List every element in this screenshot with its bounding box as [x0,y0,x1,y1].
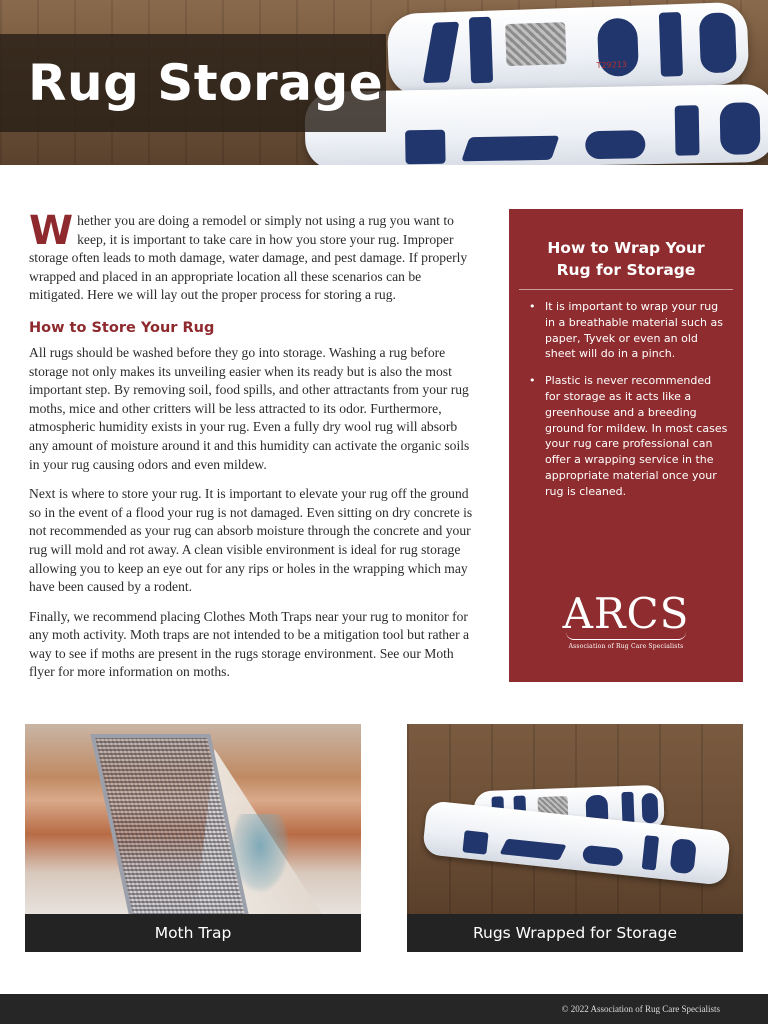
trap-mesh-image [90,734,249,914]
list-item-text: It is important to wrap your rug in a breathable material such as paper, Tyvek or even an old sheet will do in a pinch. [545,300,723,361]
copyright-text: © 2022 Association of Rug Care Specialists [561,1004,720,1014]
photo-caption: Moth Trap [25,914,361,952]
body-paragraph: Finally, we recommend placing Clothes Moth Traps near your rug to monitor for any moth activity. Moth traps are not intended to be a mitigation tool but rather a way to see if moths are present in the rugs storage environment. See our Moth flyer for more information on moths. [29,608,470,680]
rug-tag-image [505,22,566,66]
drop-cap: W [29,208,74,254]
bullet-icon: • [529,374,536,388]
moth-trap-photo [25,724,361,914]
intro-paragraph [29,208,473,305]
body-paragraph: All rugs should be washed before they go into storage. Washing a rug before storage not only makes its unveiling easier when its ready but is also the most important step. By removing soil, food spills, and other attractants from your rug moths, mice and other critters will be less attracted to its odor. Furthermore, atmospheric humidity exists in your rug. Even a fully dry wool rug will absorb any amount of moisture around it and this humidity can activate the organic soils in your rug causing odors and even mildew. [29,344,470,472]
sidebar-title [509,237,743,281]
page-title: Rug Storage [28,54,384,112]
photo-caption: Rugs Wrapped for Storage [407,914,743,952]
arcs-logo [509,589,743,650]
intro-text: hether you are doing a remodel or simply not using a rug you want to keep, it is important to take care in how you store your rug. Improper storage often leads to moth damage, water damage, and pest damage. If properly wrapped and placed in an appropriate location all these scenarios can be mitigated. Here we will lay out the proper process for storing a rug. [29,213,468,303]
roll-tag-number: T29213 [596,59,628,71]
list-item-text: Plastic is never recommended for storage as it acts like a greenhouse and a breeding ground for mildew. In most cases your rug care professional can offer a wrapping service in the appropriate material once your rug is cleaned. [545,374,728,498]
body-paragraph: Next is where to store your rug. It is important to elevate your rug off the ground so in the event of a flood your rug is not damaged. Even sitting on dry concrete is not recommended as your rug can absorb moisture through the concrete and your rug will mold and rot away. A clean visible environment is ideal for rug storage allowing you to keep an eye out for any rips or holes in the wrapping which may have been caused by a rodent. [29,486,473,595]
photo-card-wrapped-rugs [407,724,743,952]
sidebar-title-line: How to Wrap Your [547,239,705,257]
list-item [529,299,729,362]
sidebar-divider [519,289,733,290]
footer [0,994,768,1024]
main-content [29,208,473,693]
wrapped-rug-roll-image [387,2,750,97]
wrapped-rugs-photo [407,724,743,914]
sidebar-panel [509,209,743,682]
logo-subtitle: Association of Rug Care Specialists [568,643,684,650]
section-heading: How to Store Your Rug [29,319,215,336]
list-item [529,373,729,499]
photo-card-moth-trap [25,724,361,952]
sidebar-title-line: Rug for Storage [556,261,696,279]
header-banner [0,0,768,165]
logo-letters: ARCS [562,589,690,638]
trap-glue-image [230,814,290,894]
bullet-icon: • [529,300,536,313]
sidebar-list [529,299,729,511]
